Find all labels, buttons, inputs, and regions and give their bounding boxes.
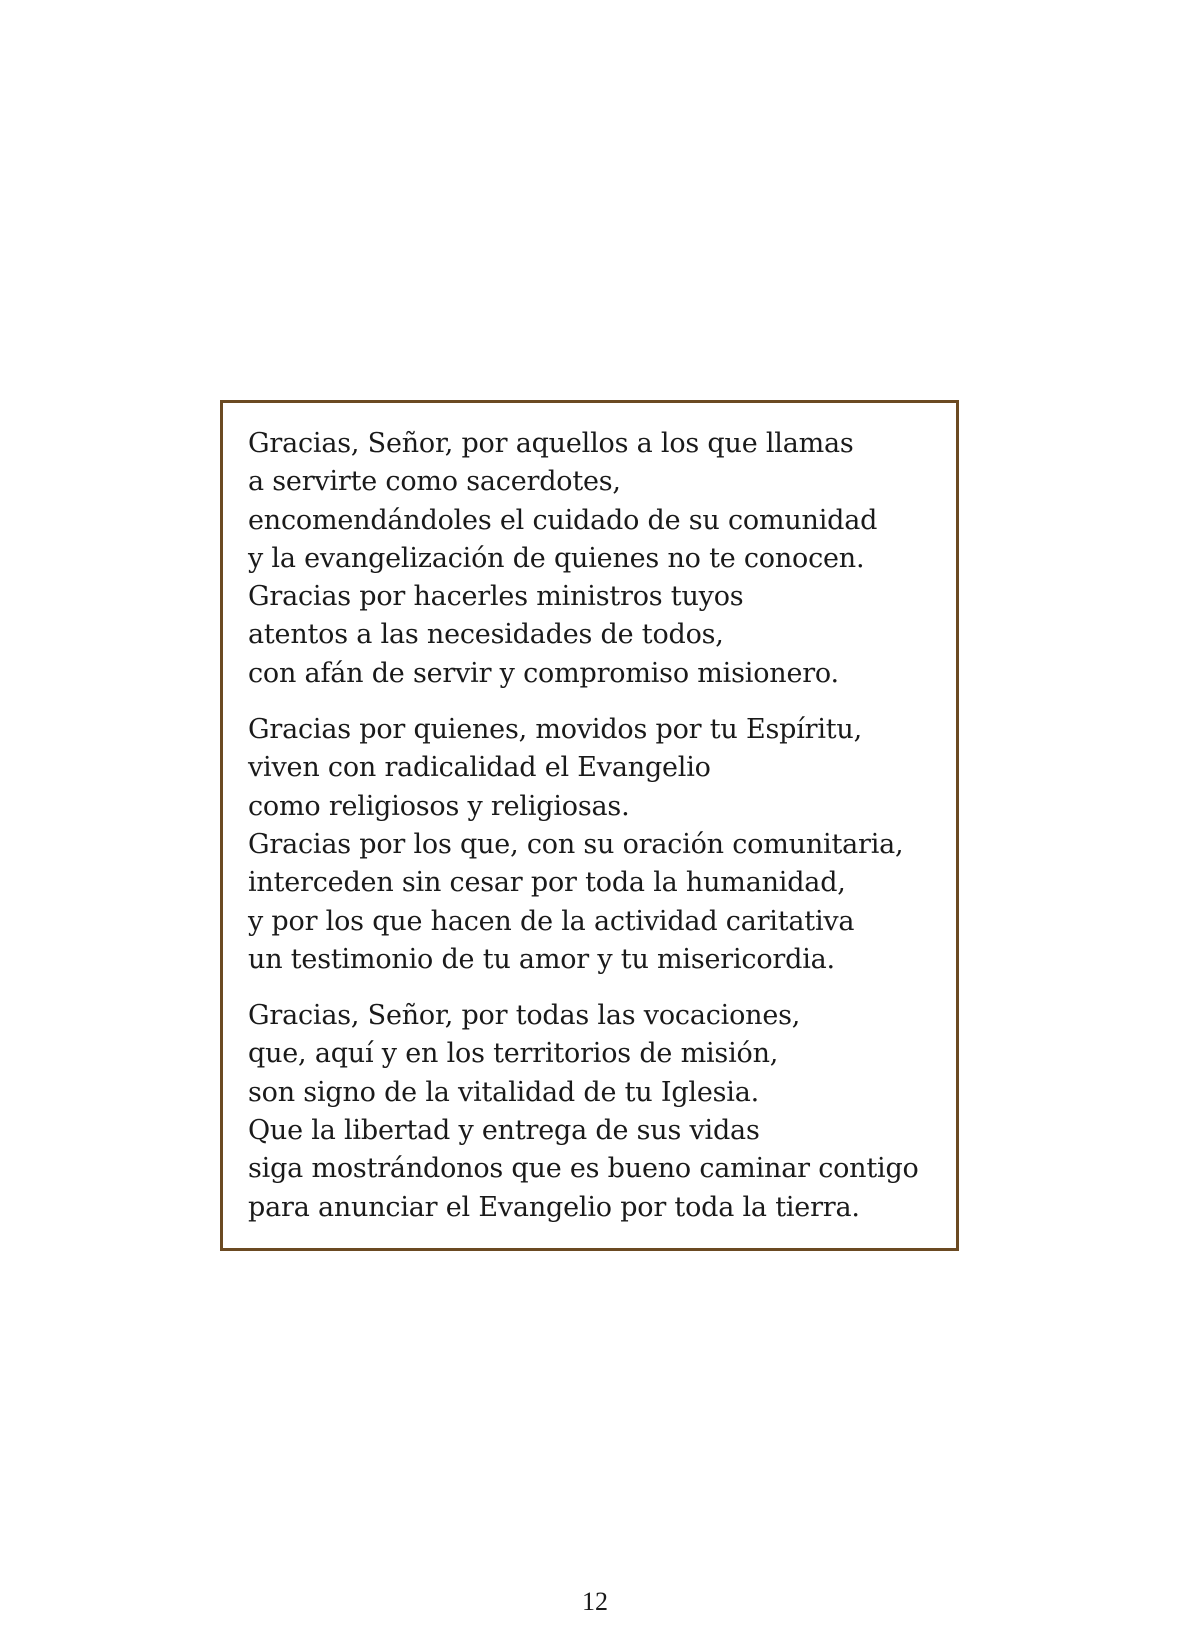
- prayer-line: son signo de la vitalidad de tu Iglesia.: [248, 1076, 759, 1108]
- stanza-2: [248, 711, 936, 979]
- page-number: 12: [582, 1587, 608, 1616]
- prayer-line: como religiosos y religiosas.: [248, 790, 630, 822]
- prayer-line: y por los que hacen de la actividad caritativa: [248, 905, 855, 937]
- prayer-line: Gracias, Señor, por aquellos a los que llamas: [248, 428, 854, 459]
- prayer-line: Gracias por quienes, movidos por tu Espíritu,: [248, 714, 862, 746]
- prayer-line: Que la libertad y entrega de sus vidas: [248, 1115, 760, 1147]
- prayer-line: un testimonio de tu amor y tu misericordia.: [248, 943, 835, 975]
- prayer-line: a servirte como sacerdotes,: [248, 466, 621, 498]
- prayer-line: y la evangelización de quienes no te conocen.: [248, 542, 865, 574]
- prayer-line: Gracias, Señor, por todas las vocaciones,: [248, 1000, 801, 1032]
- prayer-line: siga mostrándonos que es bueno caminar contigo: [248, 1153, 919, 1185]
- stanza-3: [248, 997, 936, 1227]
- prayer-line: para anunciar el Evangelio por toda la tierra.: [248, 1191, 860, 1223]
- prayer-line: interceden sin cesar por toda la humanidad,: [248, 867, 846, 899]
- prayer-box: [220, 400, 959, 1251]
- prayer-line: atentos a las necesidades de todos,: [248, 619, 724, 651]
- prayer-line: Gracias por los que, con su oración comunitaria,: [248, 828, 904, 860]
- prayer-line: encomendándoles el cuidado de su comunidad: [248, 504, 878, 536]
- prayer-line: con afán de servir y compromiso misionero.: [248, 657, 839, 689]
- prayer-line: que, aquí y en los territorios de misión,: [248, 1038, 779, 1070]
- prayer-line: viven con radicalidad el Evangelio: [248, 752, 711, 784]
- prayer-line: Gracias por hacerles ministros tuyos: [248, 581, 744, 613]
- stanza-1: [248, 425, 936, 693]
